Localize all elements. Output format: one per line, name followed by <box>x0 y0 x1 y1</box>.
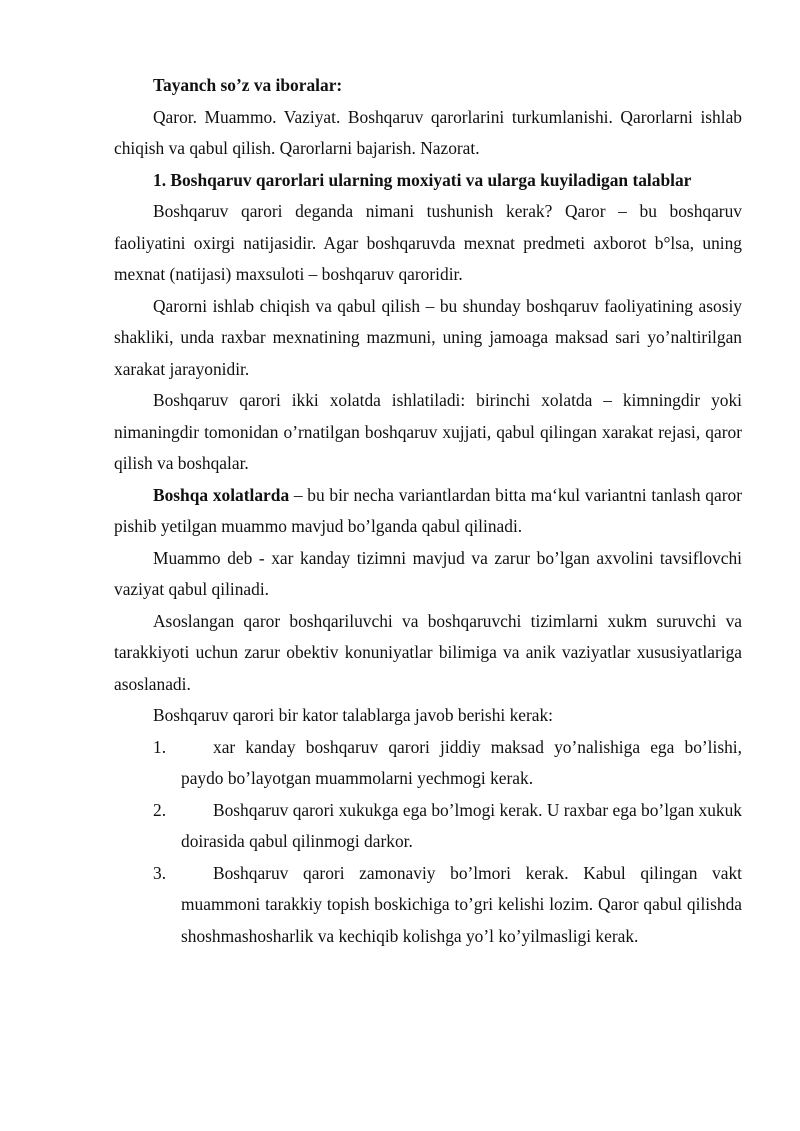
keywords-text: Qaror. Muammo. Vaziyat. Boshqaruv qarorlarini turkumlanishi. Qarorlarni ishlab chiqish va qabul qilish. Qarorlarni bajarish. Nazorat. <box>114 106 742 158</box>
paragraph-based-decision: Asoslangan qaror boshqariluvchi va boshqaruvchi tizimlarni xukm suruvchi va tarakkiyoti uchun zarur obektiv konuniyatlar bilimiga va anik vaziyatlar xususiyatlariga asoslanadi. <box>114 610 742 694</box>
paragraph-decision-making: Qarorni ishlab chiqish va qabul qilish – bu shunday boshqaruv faoliyatining asosiy shakliki, unda raxbar mexnatining mazmuni, uning jamoaga maksad sari yo’naltirilgan xarakat jarayonidir. <box>114 295 742 379</box>
list-item-number: 3. <box>153 862 167 883</box>
list-item-text: Boshqaruv qarori xukukga ega bo’lmogi kerak. U raxbar ega bo’lgan xukuk doirasida qabul qilinmogi darkor. <box>181 799 742 851</box>
list-item-number: 1. <box>153 736 167 757</box>
keywords-heading: Tayanch so’z va iboralar: <box>153 75 343 95</box>
paragraph-decision-definition: Boshqaruv qarori deganda nimani tushunish kerak? Qaror – bu boshqaruv faoliyatini oxirgi natijasidir. Agar boshqaruvda mexnat predmeti axborot b°lsa, uning mexnat (natijasi) maxsuloti – boshqaruv qaroridir. <box>114 201 742 284</box>
requirements-list <box>114 732 742 953</box>
paragraph-problem-definition: Muammo deb - xar kanday tizimni mavjud va zarur bo’lgan axvolini tavsiflovchi vaziyat qabul qilinadi. <box>114 547 742 599</box>
document-page <box>114 70 742 952</box>
paragraph-other-cases <box>114 480 742 543</box>
list-item-text: Boshqaruv qarori zamonaviy bo’lmori kerak. Kabul qilingan vakt muammoni tarakkiy topish boskichiga to’gri kelishi lozim. Qaror qabul qilishda shoshmashosharlik va kechiqib kolishga yo’l ko’yilmasligi kerak. <box>181 862 742 946</box>
other-cases-text: – bu bir necha variantlardan bitta ma‘kul variantni tanlash qaror pishib yetilgan muammo mavjud bo’lganda qabul qilinadi. <box>114 484 742 536</box>
list-item <box>114 732 742 795</box>
list-item-number: 2. <box>153 799 167 820</box>
other-cases-term: Boshqa xolatlarda <box>153 484 290 505</box>
section-heading: 1. Boshqaruv qarorlari ularning moxiyati va ularga kuyiladigan talablar <box>153 169 692 190</box>
list-item <box>114 795 742 858</box>
paragraph-two-cases: Boshqaruv qarori ikki xolatda ishlatiladi: birinchi xolatda – kimningdir yoki nimaningdir tomonidan o’rnatilgan boshqaruv xujjati, qabul qilingan xarakat rejasi, qaror qilish va boshqalar. <box>114 390 742 473</box>
list-item-text: xar kanday boshqaruv qarori jiddiy maksad yo’nalishiga ega bo’lishi, paydo bo’layotgan muammolarni yechmogi kerak. <box>181 736 742 788</box>
list-item <box>114 858 742 953</box>
requirements-intro: Boshqaruv qarori bir kator talablarga javob berishi kerak: <box>153 705 554 725</box>
